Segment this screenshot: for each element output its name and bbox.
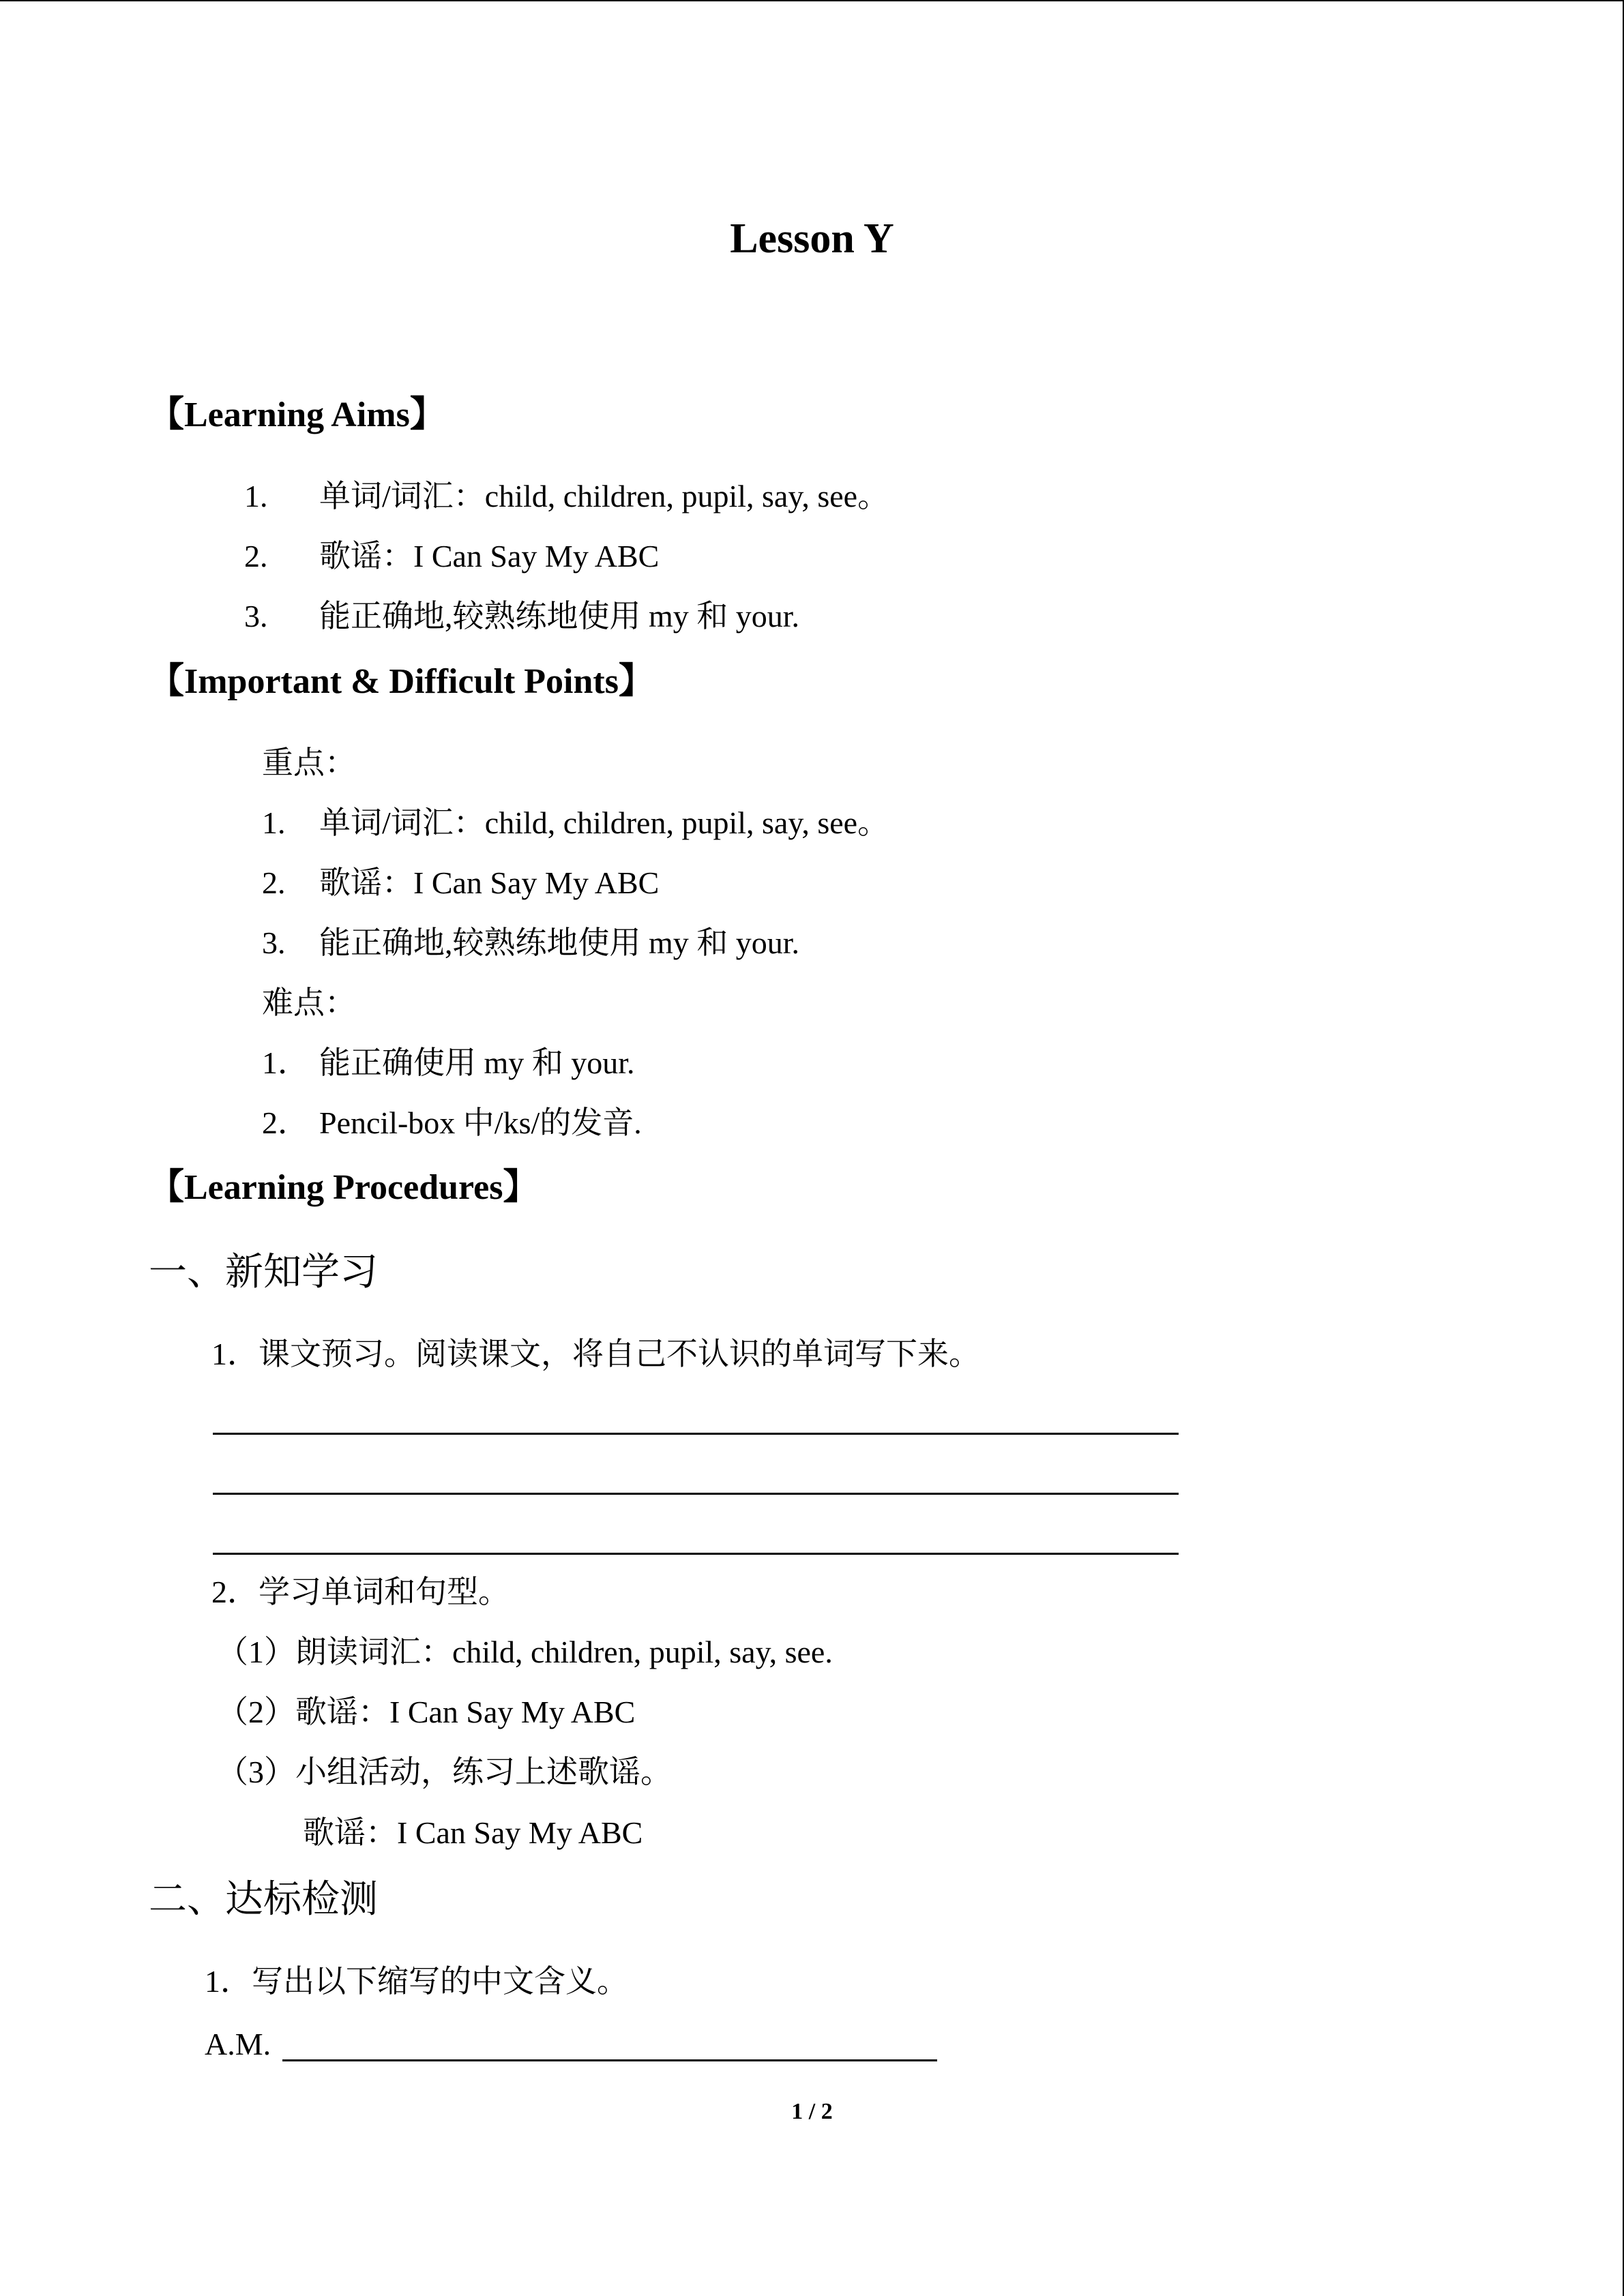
- aims-item-2-text: 歌谣：I Can Say My ABC: [319, 539, 660, 573]
- key-item-1-num: 1.: [262, 805, 286, 840]
- key-item-1-text: 单词/词汇：child, children, pupil, say, see。: [319, 805, 889, 840]
- am-label: A.M.: [205, 2027, 271, 2061]
- part1-q1: 1．课文预习。阅读课文，将自己不认识的单词写下来。: [211, 1337, 980, 1371]
- answer-line-3[interactable]: [213, 1553, 1179, 1555]
- am-answer-line[interactable]: [282, 2059, 937, 2061]
- answer-line-2[interactable]: [213, 1493, 1179, 1495]
- part1-sub-1: （1）朗读词汇：child, children, pupil, say, see.: [217, 1635, 833, 1669]
- key-item-2-num: 2.: [262, 865, 286, 900]
- part1-sub-3: （3）小组活动，练习上述歌谣。: [217, 1755, 672, 1789]
- learning-aims-heading: 【Learning Aims】: [149, 396, 445, 434]
- part2-heading: 二、达标检测: [149, 1879, 378, 1921]
- difficult-points-label: 难点：: [262, 985, 356, 1020]
- difficult-item-1-text: 能正确使用 my 和 your.: [319, 1045, 635, 1080]
- aims-item-3-num: 3.: [244, 599, 268, 633]
- song-title: 歌谣：I Can Say My ABC: [303, 1815, 643, 1850]
- page-number: 1 / 2: [791, 2099, 833, 2124]
- aims-item-1-text: 单词/词汇：child, children, pupil, say, see。: [319, 479, 889, 513]
- key-item-3-text: 能正确地,较熟练地使用 my 和 your.: [319, 925, 800, 960]
- aims-item-2-num: 2.: [244, 539, 268, 573]
- key-points-label: 重点：: [262, 745, 356, 780]
- page-top-border: [0, 0, 1623, 1]
- difficult-item-1-num: 1．: [262, 1045, 309, 1080]
- part1-sub-2: （2）歌谣：I Can Say My ABC: [217, 1695, 636, 1729]
- aims-item-1-num: 1.: [244, 479, 268, 513]
- difficult-item-2-num: 2．: [262, 1105, 309, 1140]
- learning-procedures-heading: 【Learning Procedures】: [149, 1168, 539, 1207]
- key-item-2-text: 歌谣：I Can Say My ABC: [319, 865, 660, 900]
- important-points-heading: 【Important & Difficult Points】: [149, 662, 654, 701]
- aims-item-3-text: 能正确地,较熟练地使用 my 和 your.: [319, 599, 800, 633]
- part1-heading: 一、新知学习: [149, 1251, 378, 1294]
- key-item-3-num: 3.: [262, 925, 286, 960]
- difficult-item-2-text: Pencil-box 中/ks/的发音.: [319, 1105, 642, 1140]
- part2-q1: 1．写出以下缩写的中文含义。: [205, 1964, 628, 1999]
- answer-line-1[interactable]: [213, 1433, 1179, 1435]
- page-title: Lesson Y: [730, 215, 894, 262]
- part1-q2: 2．学习单词和句型。: [211, 1575, 510, 1609]
